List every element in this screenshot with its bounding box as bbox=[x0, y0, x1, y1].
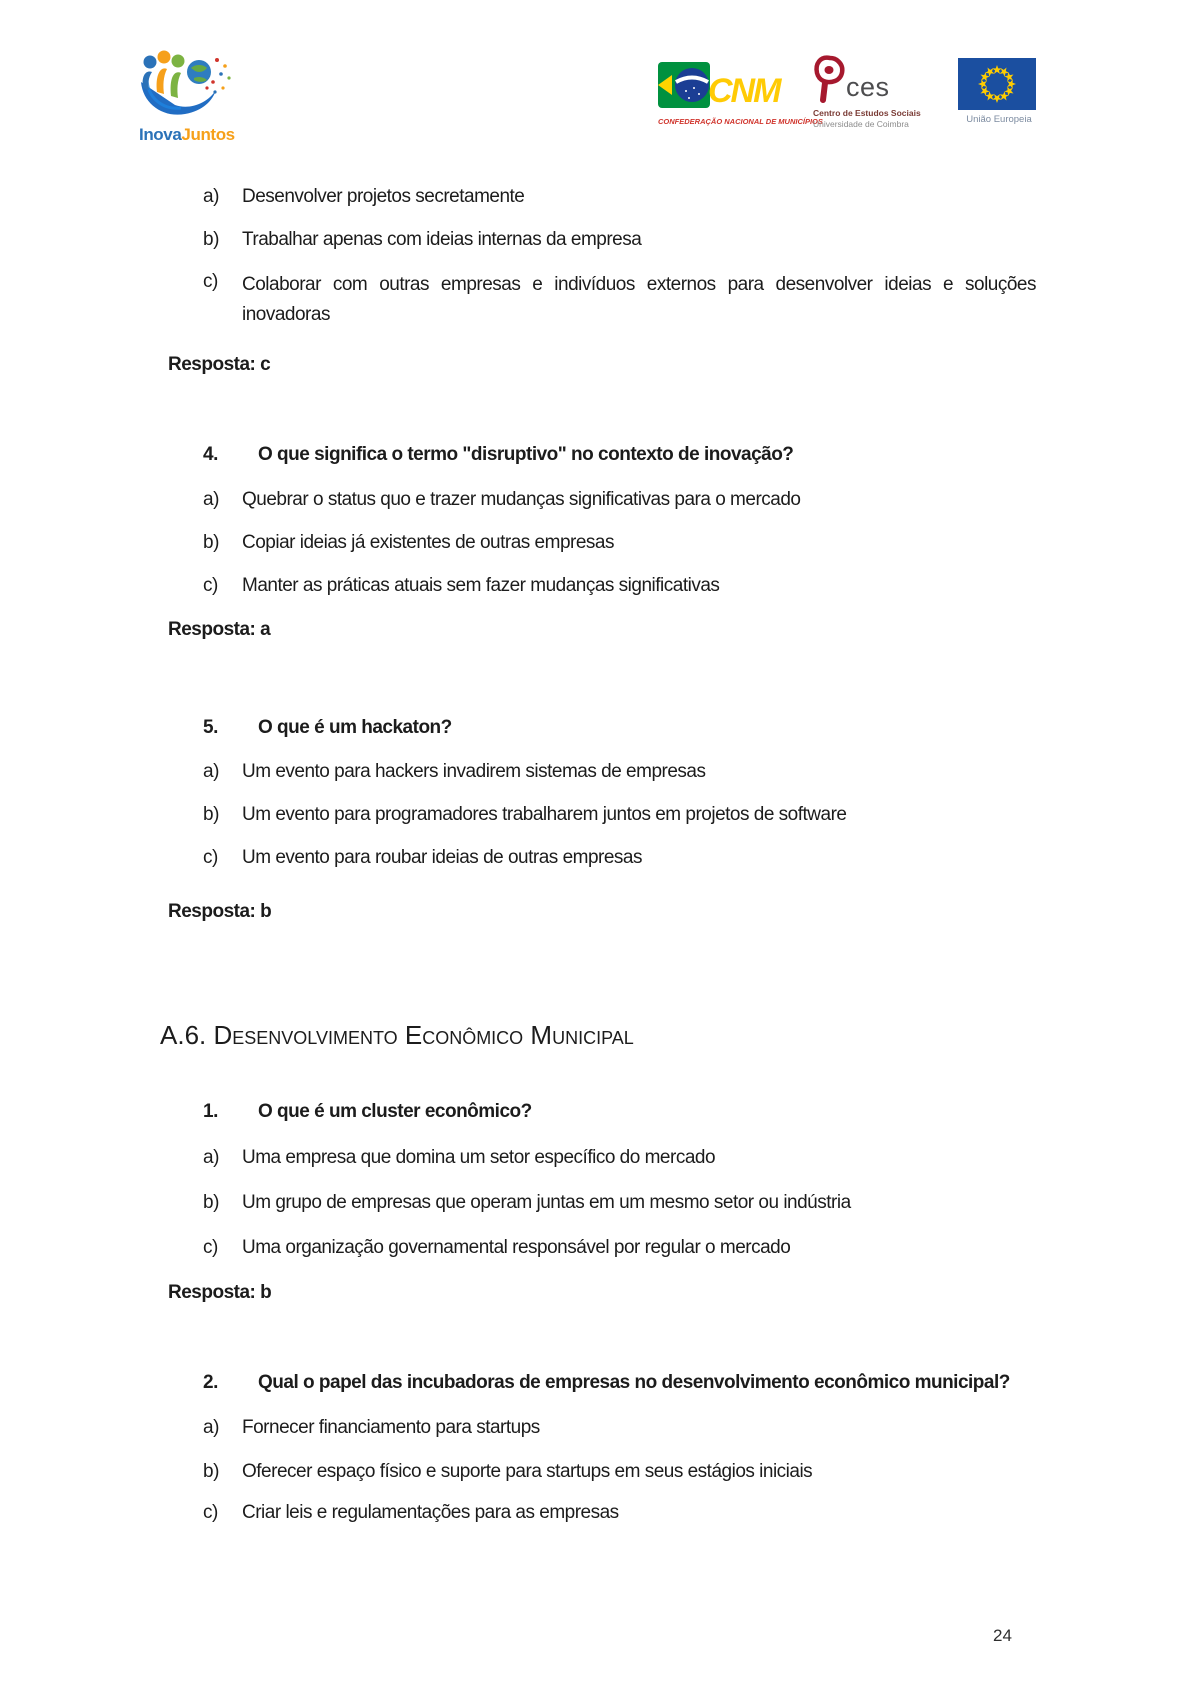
inovajuntos-logo bbox=[133, 48, 248, 143]
option-row bbox=[203, 803, 847, 827]
option-text: Uma organização governamental responsável por regular o mercado bbox=[242, 1237, 791, 1258]
option-text: Uma empresa que domina um setor específico do mercado bbox=[242, 1147, 716, 1168]
question-title bbox=[203, 716, 452, 740]
inovajuntos-wordmark bbox=[133, 125, 248, 145]
eu-logo bbox=[958, 58, 1040, 128]
ces-symbol-icon bbox=[813, 54, 847, 108]
question-text: Qual o papel das incubadoras de empresas no desenvolvimento econômico municipal? bbox=[258, 1372, 1010, 1393]
question-number: 2. bbox=[203, 1372, 218, 1393]
option-text: Quebrar o status quo e trazer mudanças significativas para o mercado bbox=[242, 489, 801, 510]
inova-text: Inova bbox=[139, 125, 182, 144]
question-text: O que é um cluster econômico? bbox=[258, 1101, 532, 1122]
option-text: Desenvolver projetos secretamente bbox=[242, 186, 525, 207]
option-row bbox=[203, 228, 641, 252]
cnm-flag-icon bbox=[658, 58, 790, 116]
option-row bbox=[203, 270, 1038, 330]
option-text: Criar leis e regulamentações para as empresas bbox=[242, 1502, 619, 1523]
option-row bbox=[203, 1236, 790, 1260]
question-title bbox=[203, 1100, 532, 1124]
option-letter: c) bbox=[203, 575, 218, 596]
svg-text:CNM: CNM bbox=[708, 72, 780, 110]
answer-line: Resposta: c bbox=[168, 354, 271, 375]
question-text: O que significa o termo "disruptivo" no contexto de inovação? bbox=[258, 444, 794, 465]
question-number: 1. bbox=[203, 1101, 218, 1122]
option-letter: b) bbox=[203, 1192, 219, 1213]
option-letter: a) bbox=[203, 1417, 219, 1438]
page-number: 24 bbox=[993, 1626, 1012, 1645]
ces-acronym: ces bbox=[846, 72, 890, 102]
juntos-text: Juntos bbox=[181, 125, 235, 144]
cnm-logo bbox=[658, 58, 823, 128]
option-text: Um evento para hackers invadirem sistemas de empresas bbox=[242, 761, 706, 782]
ces-caption-line2: Universidade de Coimbra bbox=[813, 119, 909, 129]
option-row bbox=[203, 574, 719, 598]
ces-caption-line1: Centro de Estudos Sociais bbox=[813, 108, 921, 118]
option-row bbox=[203, 1416, 540, 1440]
option-letter: b) bbox=[203, 229, 219, 250]
question-title bbox=[203, 443, 793, 467]
option-row bbox=[203, 1460, 812, 1484]
option-letter: c) bbox=[203, 1237, 218, 1258]
option-letter: b) bbox=[203, 1461, 219, 1482]
option-text: Um grupo de empresas que operam juntas em um mesmo setor ou indústria bbox=[242, 1192, 851, 1213]
option-row bbox=[203, 1191, 851, 1215]
option-text: Manter as práticas atuais sem fazer mudanças significativas bbox=[242, 575, 720, 596]
option-row bbox=[203, 1146, 715, 1170]
option-text: Um evento para programadores trabalharem juntos em projetos de software bbox=[242, 804, 847, 825]
option-text: Colaborar com outras empresas e indivíduos externos para desenvolver ideias e soluções inovadoras bbox=[242, 274, 1036, 325]
question-number: 4. bbox=[203, 444, 218, 465]
answer-line: Resposta: a bbox=[168, 619, 271, 640]
option-text: Um evento para roubar ideias de outras empresas bbox=[242, 847, 643, 868]
option-letter: a) bbox=[203, 761, 219, 782]
option-row bbox=[203, 1501, 619, 1525]
eu-flag-icon bbox=[958, 58, 1036, 110]
option-letter: a) bbox=[203, 489, 219, 510]
option-text: Copiar ideias já existentes de outras empresas bbox=[242, 532, 614, 553]
ces-logo bbox=[813, 52, 928, 130]
option-row bbox=[203, 760, 705, 784]
answer-line: Resposta: b bbox=[168, 901, 272, 922]
option-letter: b) bbox=[203, 532, 219, 553]
question-title bbox=[203, 1371, 1010, 1395]
inovajuntos-mark-icon bbox=[133, 48, 243, 122]
option-text: Trabalhar apenas com ideias internas da empresa bbox=[242, 229, 642, 250]
question-text: O que é um hackaton? bbox=[258, 717, 452, 738]
option-letter: c) bbox=[203, 271, 218, 292]
option-text: Oferecer espaço físico e suporte para startups em seus estágios iniciais bbox=[242, 1461, 813, 1482]
cnm-caption: CONFEDERAÇÃO NACIONAL DE MUNICÍPIOS bbox=[658, 117, 823, 126]
option-letter: a) bbox=[203, 186, 219, 207]
option-letter: c) bbox=[203, 1502, 218, 1523]
option-row bbox=[203, 531, 614, 555]
option-row bbox=[203, 185, 524, 209]
option-letter: b) bbox=[203, 804, 219, 825]
option-letter: a) bbox=[203, 1147, 219, 1168]
eu-caption: União Europeia bbox=[966, 114, 1032, 125]
question-number: 5. bbox=[203, 717, 218, 738]
option-text: Fornecer financiamento para startups bbox=[242, 1417, 540, 1438]
option-row bbox=[203, 846, 642, 870]
option-letter: c) bbox=[203, 847, 218, 868]
answer-line: Resposta: b bbox=[168, 1282, 272, 1303]
section-heading: A.6. Desenvolvimento Econômico Municipal bbox=[160, 1020, 634, 1050]
option-row bbox=[203, 488, 800, 512]
